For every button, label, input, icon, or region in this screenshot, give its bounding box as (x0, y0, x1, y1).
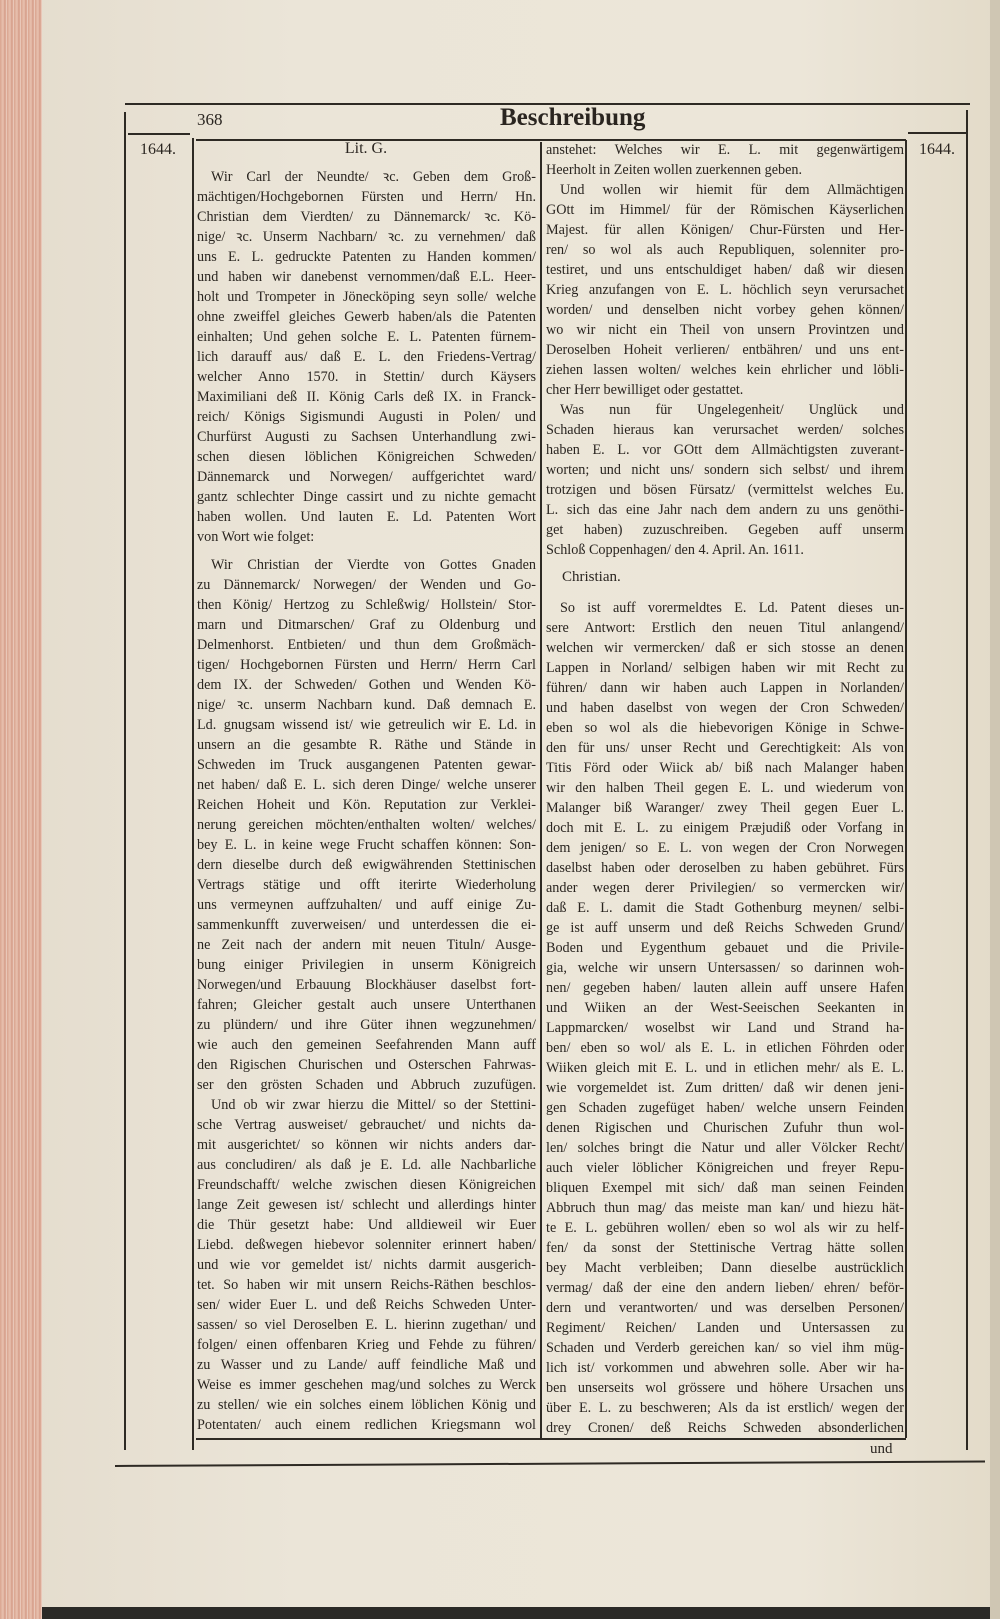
text-line: Potentaten/ auch einem redlichen Kriegsmann wol (197, 1417, 536, 1433)
gutter-edge (990, 0, 1000, 1619)
column-divider (540, 142, 542, 1438)
text-line: und haben daselbst von wegen der Cron Schweden/ (546, 700, 904, 716)
text-line: zu stellen/ wie ein solches einem löblichen König und (197, 1397, 536, 1413)
text-line: doch mit E. L. zu einigem Præjudiß oder Vorfang in (546, 820, 904, 836)
section-heading: Lit. G. (344, 140, 388, 157)
text-line: folgen/ einen offenbaren Krieg und Fehde zu führen/ (197, 1337, 536, 1353)
text-line: GOtt im Himmel/ für der Römischen Käyserlichen (546, 202, 904, 218)
text-line: ohne zweiffel gleiches Gewerb haben/als die Patenten (197, 309, 536, 325)
text-line: zu Dännemarck/ Norwegen/ der Wenden und Go- (197, 577, 536, 593)
text-line: lich darauff aus/ daß E. L. den Friedens-Vertrag/ (197, 349, 536, 365)
right-column-paragraph-2 (546, 598, 904, 1438)
text-line: then König/ Hertzog zu Schleßwig/ Hollstein/ Stor- (197, 597, 536, 613)
text-line: holt und Trompeter in Jönecköping seyn solle/ welche (197, 289, 536, 305)
text-line: Reichen Hoheit und Kön. Reputation zur Verklei- (197, 797, 536, 813)
text-line: gantz schlechter Dinge cassirt und zu nichte gemacht (197, 489, 536, 505)
text-line: sche Vertrag ausweiset/ gebrauchet/ und nichts da- (197, 1117, 536, 1133)
text-line: schen diesen löblichen Königreichen Schweden/ (197, 449, 536, 465)
text-line: sammenkunfft zuverweisen/ und unterdessen die ei- (197, 917, 536, 933)
text-line: nige/ ꝛc. Unserm Nachbarn/ ꝛc. zu vernehmen/ daß (197, 229, 536, 245)
text-line: und wie vor gemeldet ist/ nichts darmit ausgerich- (197, 1257, 536, 1273)
text-line: lich ist/ vorkommen und abwehren solle. Aber wir ha- (546, 1360, 904, 1376)
text-line: daselbst haben oder deroselben zu haben gebühret. Fürs (546, 860, 904, 876)
text-line: mächtigen/Hochgebornen Fürsten und Herrn/ Hn. (197, 189, 536, 205)
text-line: Abbruch thun mag/ das meiste man kan/ und hiezu hät- (546, 1200, 904, 1216)
text-line: Schaden hieraus kan verursachet werden/ solches (546, 422, 904, 438)
text-line: worden/ und denselben nicht vorbey gehen können/ (546, 302, 904, 318)
text-line: haben wollen. Und lauten E. Ld. Patenten Wort (197, 509, 536, 525)
left-column-paragraph-2 (197, 555, 536, 1435)
text-line: tet. So haben wir mit unsern Reichs-Räthen beschlos- (197, 1277, 536, 1293)
text-line: So ist auff vorermeldtes E. Ld. Patent dieses un- (560, 600, 904, 616)
text-line: mit ausgerichtet/ so können wir nichts anders dar- (197, 1137, 536, 1153)
text-line: Schaden und Verderb gereichen kan/ so viel ihm müg- (546, 1340, 904, 1356)
text-line: ge ist auff unserm und deß Reichs Schweden Grund/ (546, 920, 904, 936)
text-line: Norwegen/und Erbauung Blockhäuser daselbst fort- (197, 977, 536, 993)
text-line: wie vorgemeldet ist. Zum dritten/ daß wir denen jeni- (546, 1080, 904, 1096)
text-line: dem jenigen/ so E. L. von wegen der Cron Norwegen (546, 840, 904, 856)
catchword: und (870, 1441, 893, 1457)
text-line: Was nun für Ungelegenheit/ Unglück und (560, 402, 904, 418)
text-line: und Wiiken an der West-Seeischen Seekanten in (546, 1000, 904, 1016)
text-line: uns vermeynen auffzuhalten/ und auff einige Zu- (197, 897, 536, 913)
text-line: wo wir nicht ein Theil von unsern Provintzen und (546, 322, 904, 338)
left-outer-border (124, 112, 126, 1450)
text-line: bung einiger Privilegien in unserm Königreich (197, 957, 536, 973)
text-line: unsern an die gesambte R. Räthe und Stände in (197, 737, 536, 753)
text-line: Churfürst Augusti zu Sachsen Unterhandlung zwi- (197, 429, 536, 445)
text-line: auch vieler löblicher Königreichen und freyer Repu- (546, 1160, 904, 1176)
left-inner-border (192, 138, 194, 1450)
text-line: trotzigen und bösen Fürsatz/ (vermittelst welches Eu. (546, 482, 904, 498)
text-line: haben E. L. vor GOtt dem Allmächtigsten zuverant- (546, 442, 904, 458)
text-line: Heerholt in Zeiten wollen zuerkennen geben. (546, 162, 803, 178)
text-line: gia, welche wir unsern Untersassen/ so darinnen woh- (546, 960, 904, 976)
text-line: ser den grösten Schaden und Abbruch zuzufügen. (197, 1077, 536, 1093)
text-line: die Thür gesetzt habe: Und alldieweil wir Euer (197, 1217, 536, 1233)
text-line: ne Zeit nach der andern mit neuen Tituln/ Ausge- (197, 937, 536, 953)
text-line: den Rigischen Churischen und Osterschen Fahrwas- (197, 1057, 536, 1073)
left-margin-year: 1644. (140, 141, 176, 158)
text-line: aus concludiren/ als daß je E. Ld. alle Nachbarliche (197, 1157, 536, 1173)
text-line: und haben wir danebenst vernommen/daß E.L. Heer- (197, 269, 536, 285)
text-line: reich/ Königs Sigismundi Augusti in Polen/ und (197, 409, 536, 425)
text-line: Liebd. deßwegen hiebevor solenniter erinnert haben/ (197, 1237, 536, 1253)
right-outer-border (966, 110, 968, 1450)
text-line: uns E. L. gedruckte Patenten zu Handen kommen/ (197, 249, 536, 265)
text-line: nen/ gegeben haben/ lauten allein auff unsere Hafen (546, 980, 904, 996)
text-line: sere Antwort: Erstlich den neuen Titul anlangend/ (546, 620, 904, 636)
text-line: Weise es immer geschehen mag/und solches zu Werck (197, 1377, 536, 1393)
text-line: zu plündern/ und ihre Güter ihnen wegzunehmen/ (197, 1017, 536, 1033)
text-line: testiret, und uns entschuldiget haben/ daß wir diesen (546, 262, 904, 278)
text-line: bey E. L. in keine wege Frucht schaffen können: Son- (197, 837, 536, 853)
signature: Christian. (562, 569, 621, 585)
text-line: get haben) zuzuschreiben. Gegeben auff unserm (546, 522, 904, 538)
text-line: L. sich das eine Jahr nach dem andern zu uns genöthi- (546, 502, 904, 518)
text-line: Krieg anzufangen von E. L. höchlich seyn verursachet (546, 282, 904, 298)
text-line: dem IX. der Schweden/ Gothen und Wenden Kö- (197, 677, 536, 693)
page-number: 368 (197, 110, 223, 129)
text-line: dern dieselbe durch deß ewigwährenden Stettinischen (197, 857, 536, 873)
text-line: Deroselben Hoheit verlieren/ entbähren/ und uns ent- (546, 342, 904, 358)
text-line: wie auch den gemeinen Seefahrenden Mann auff (197, 1037, 536, 1053)
text-line: Lappen in Norland/ selbigen haben wir mit Recht zu (546, 660, 904, 676)
text-line: Wir Christian der Vierdte von Gottes Gnaden (211, 557, 536, 573)
text-line: vermag/ daß der eine den andern lieben/ ehren/ beför- (546, 1280, 904, 1296)
text-line: daß E. L. damit die Stadt Gothenburg meynen/ selbi- (546, 900, 904, 916)
text-line: Malanger biß Waranger/ zwey Theil gegen Euer L. (546, 800, 904, 816)
right-column-paragraph-1 (546, 140, 904, 560)
text-line: worten; und nicht uns/ sondern sich selbst/ und ihrem (546, 462, 904, 478)
text-line: bey Macht verbleiben; Dann dieselbe austrücklich (546, 1260, 904, 1276)
text-line: Dännemarck und Norwegen/ auffgerichtet ward/ (197, 469, 536, 485)
text-line: von Wort wie folget: (197, 529, 315, 545)
text-line: Titis Förd oder Wiick ab/ biß nach Malanger haben (546, 760, 904, 776)
text-line: ander wegen derer Privilegien/ so vermercken wir/ (546, 880, 904, 896)
text-line: Lappmarcken/ woselbst wir Land und Strand ha- (546, 1020, 904, 1036)
text-line: ben/ eben so wol/ als E. L. in etlichen Föhrden oder (546, 1040, 904, 1056)
text-line: Maximiliani deß II. König Carls deß IX. in Franck- (197, 389, 536, 405)
left-margin-rule (128, 133, 190, 135)
text-line: ziehen lassen wolten/ welches kein ehrlicher und löbli- (546, 362, 904, 378)
text-line: te E. L. gebühren wollen/ eben so wol als wir zu helf- (546, 1220, 904, 1236)
text-line: denen Rigischen und Churischen Zufuhr thun wol- (546, 1120, 904, 1136)
text-line: cher Herr bewilliget oder gestattet. (546, 382, 744, 398)
text-line: wir den halben Theil gegen E. L. und wiederum von (546, 780, 904, 796)
text-line: sassen/ so viel Deroselben E. L. hierinn zugethan/ und (197, 1317, 536, 1333)
text-line: ben unserseits wol grössere und höhere Ursachen uns (546, 1380, 904, 1396)
text-line: welchen wir vermercken/ daß er sich stosse an denen (546, 640, 904, 656)
text-line: bliquen Exempel mit sich/ daß man seinen Feinden (546, 1180, 904, 1196)
page-stack-edge (0, 0, 42, 1619)
text-line: Freundschafft/ welche zwischen diesen Königreichen (197, 1177, 536, 1193)
text-line: marn und Ditmarschen/ Graf zu Oldenburg und (197, 617, 536, 633)
text-line: nige/ ꝛc. unserm Nachbarn kund. Daß demnach E. (197, 697, 536, 713)
text-line: Ld. gnugsam wissend ist/ wie getreulich wir E. Ld. in (197, 717, 536, 733)
text-line: Vertrags stätige und offt iterirte Wiederholung (197, 877, 536, 893)
text-line: zu Wasser und zu Lande/ auff feindliche Maß und (197, 1357, 536, 1373)
text-line: Wiiken gleich mit E. L. und in etlichen mehr/ als E. L. (546, 1060, 904, 1076)
text-line: führen/ dann wir haben auch Lappen in Norlanden/ (546, 680, 904, 696)
text-line: einhalten; Und gehen solche E. L. Patenten fürnem- (197, 329, 536, 345)
text-line: Und ob wir zwar hierzu die Mittel/ so der Stettini- (211, 1097, 536, 1113)
text-line: den für uns/ unser Recht und Gerechtigkeit: Als von (546, 740, 904, 756)
text-line: drey Cronen/ deß Reichs Schweden absonderlichen (546, 1420, 904, 1436)
text-line: fahren; Gleicher gestalt auch unsere Unterthanen (197, 997, 536, 1013)
text-line: tigen/ Hochgebornen Fürsten und Herrn/ Herrn Carl (197, 657, 536, 673)
text-line: Und wollen wir hiemit für dem Allmächtigen (560, 182, 904, 198)
text-line: gen Schaden zugefüget haben/ welche unsern Feinden (546, 1100, 904, 1116)
text-line: anstehet: Welches wir E. L. mit gegenwärtigem (546, 142, 904, 158)
text-line: Boden und Eygenthum gebauet und die Privile- (546, 940, 904, 956)
left-column-paragraph-1 (197, 167, 536, 547)
text-line: dern und verantworten/ und was derselben Personen/ (546, 1300, 904, 1316)
text-line: net haben/ daß E. L. sich deren Dinge/ welche unserer (197, 777, 536, 793)
text-line: Schweden im Truck ausgangenen Patenten gewar- (197, 757, 536, 773)
text-line: welcher Anno 1570. in Stettin/ durch Käysers (197, 369, 536, 385)
text-line: len/ solches bringt die Natur und aller Völcker Recht/ (546, 1140, 904, 1156)
right-margin-rule (908, 132, 966, 134)
running-title: Beschreibung (500, 104, 646, 131)
text-line: fen/ da sonst der Stettinische Vertrag hätte sollen (546, 1240, 904, 1256)
text-line: Schloß Coppenhagen/ den 4. April. An. 1611. (546, 542, 804, 558)
text-line: lange Zeit gewesen ist/ schlecht und allerdings hinter (197, 1197, 536, 1213)
right-inner-border (905, 140, 907, 1438)
text-line: Majest. für allen Königen/ Chur-Fürsten und Her- (546, 222, 904, 238)
text-line: Wir Carl der Neundte/ ꝛc. Geben dem Groß- (211, 169, 536, 185)
text-line: Regiment/ Reichen/ Landen und Untersassen zu (546, 1320, 904, 1336)
text-line: Christian dem Vierdten/ zu Dännemarck/ ꝛc. Kö- (197, 209, 536, 225)
text-line: eben so wol als die hiebevorigen Könige in Schwe- (546, 720, 904, 736)
text-line: nerung gereichen möchten/enthalten wolten/ welches/ (197, 817, 536, 833)
text-bottom-rule (196, 1438, 906, 1440)
text-line: sen/ wider Euer L. und deß Reichs Schweden Unter- (197, 1297, 536, 1313)
text-line: Delmenhorst. Entbieten/ und thun dem Großmäch- (197, 637, 536, 653)
text-line: über E. L. zu beschweren; Als da ist erstlich/ wegen der (546, 1400, 904, 1416)
text-line: ren/ so wol als auch Republiquen, solenniter pro- (546, 242, 904, 258)
right-margin-year: 1644. (919, 141, 955, 158)
